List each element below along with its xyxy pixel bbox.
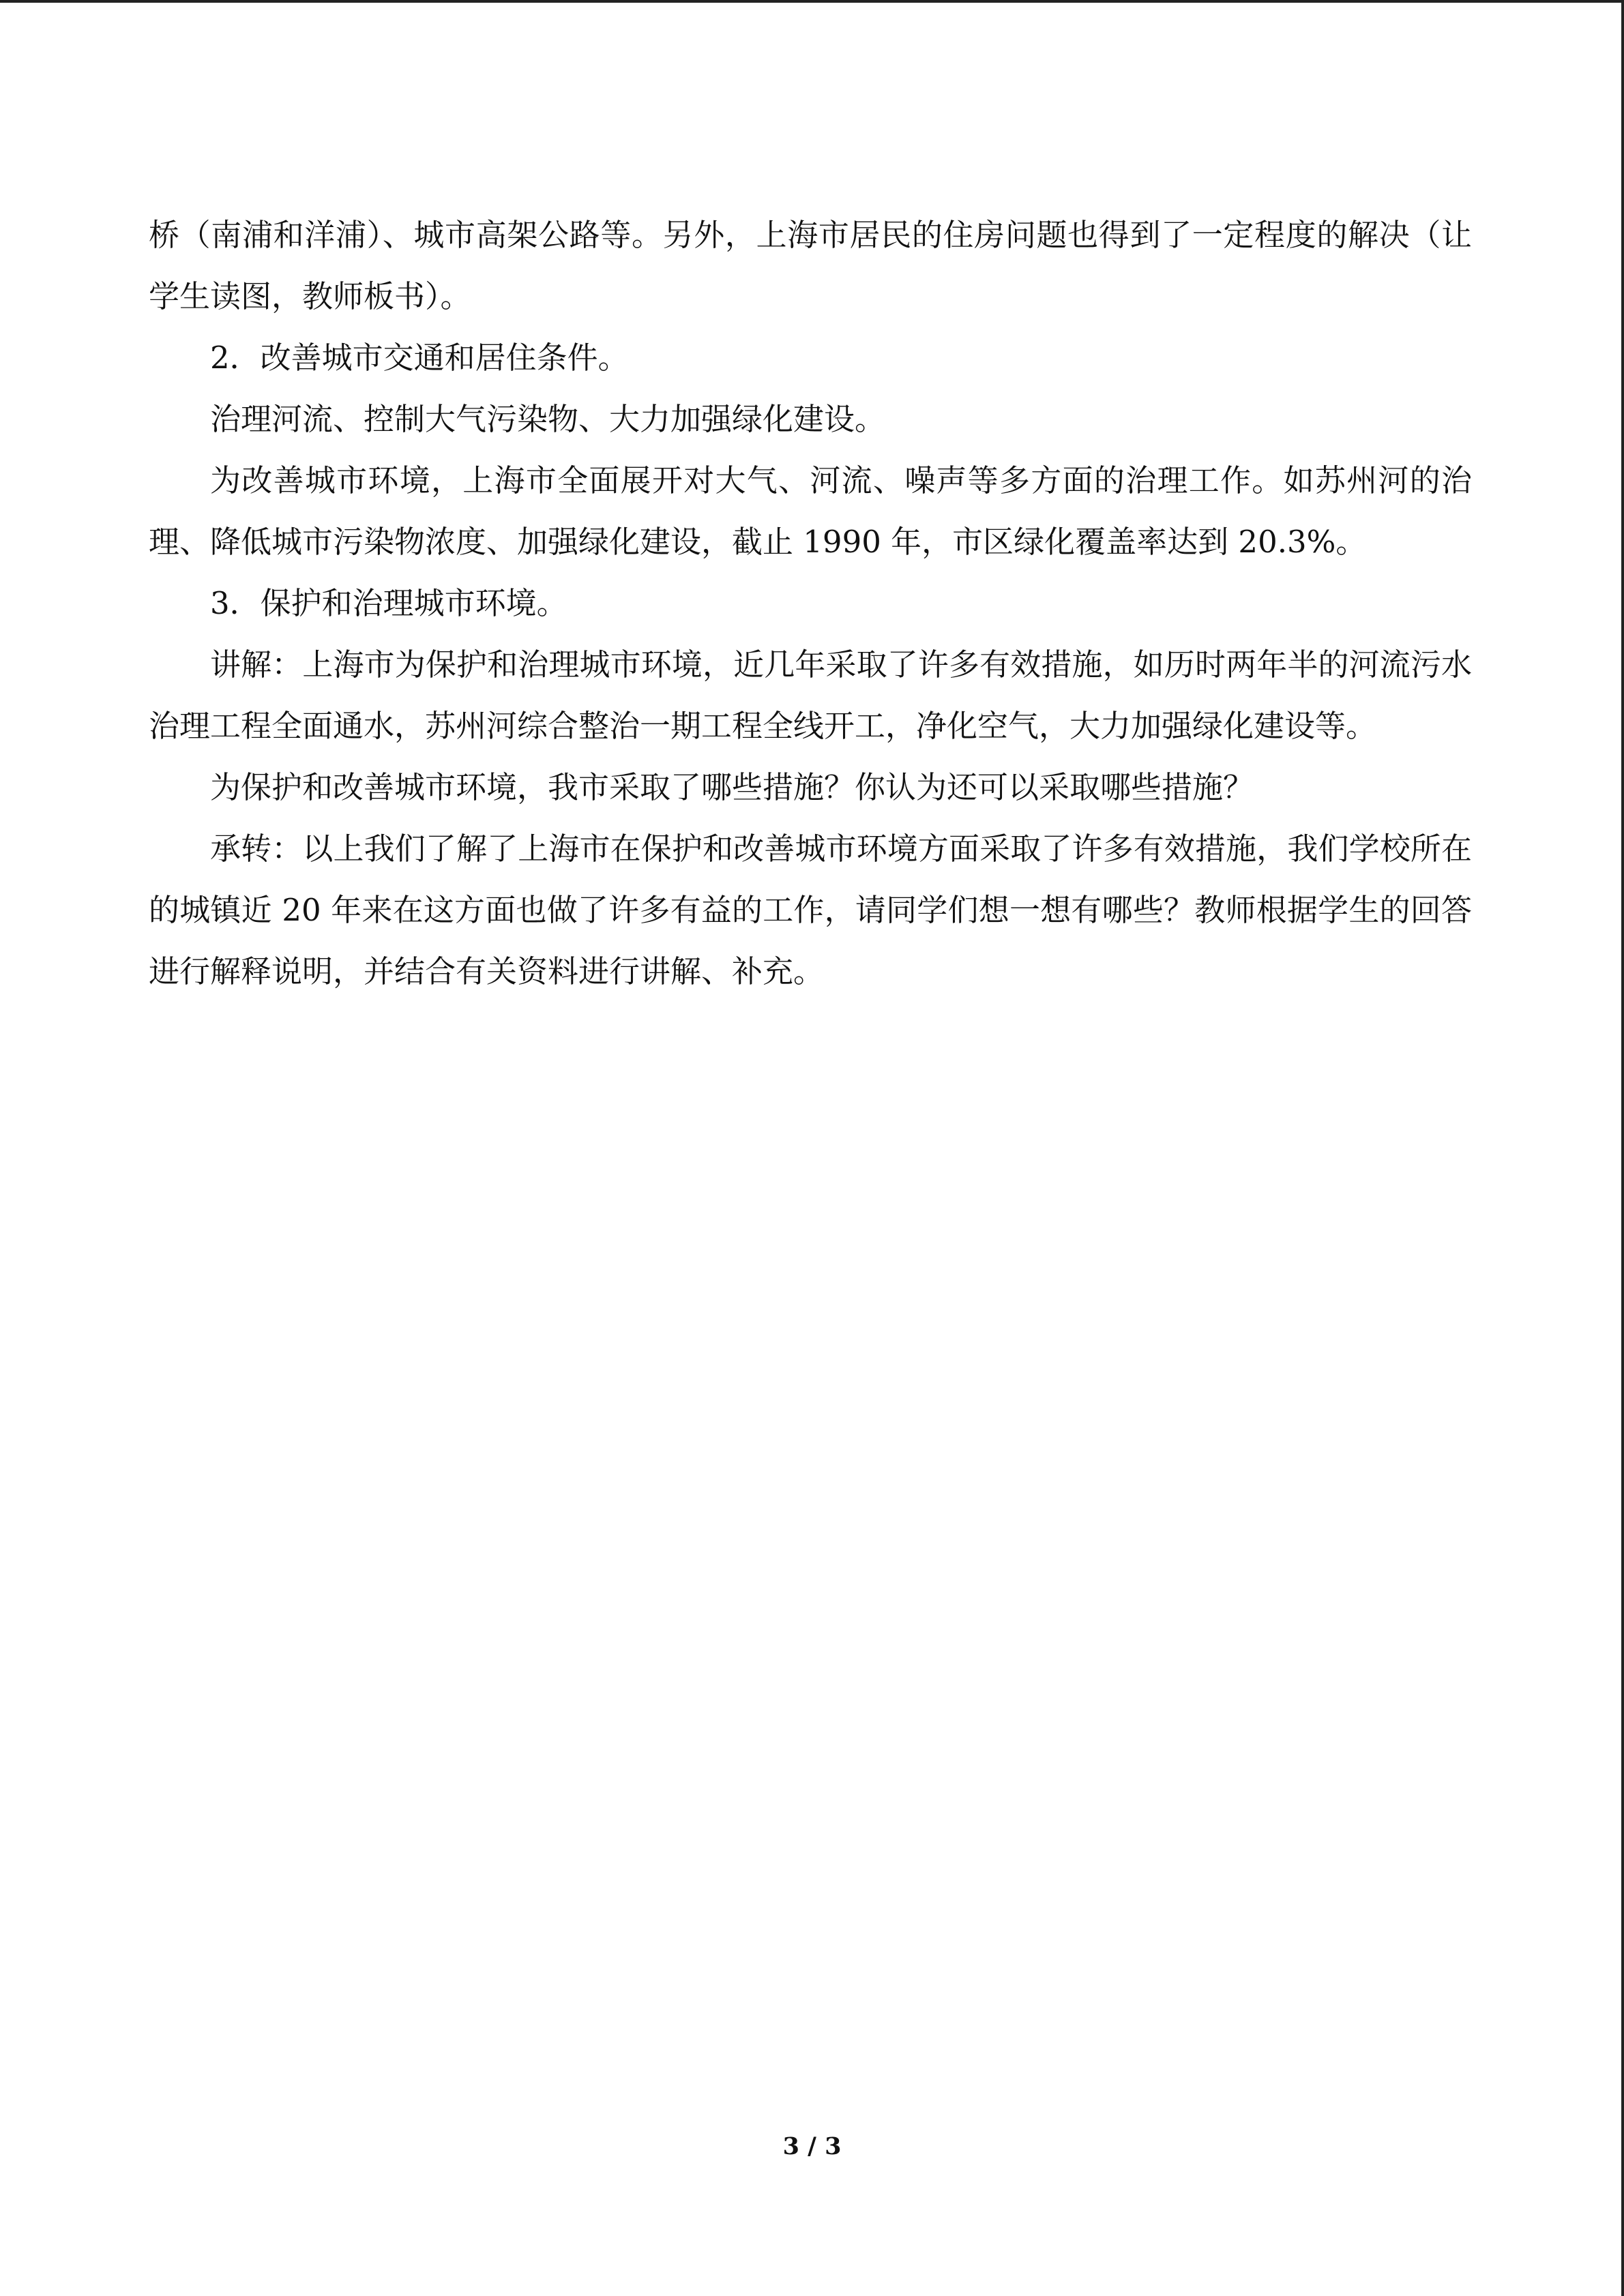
document-body: [149, 205, 1472, 1002]
paragraph-subtopic: 治理河流、控制大气污染物、大力加强绿化建设。: [210, 401, 886, 437]
paragraph-question: 为保护和改善城市环境，我市采取了哪些措施？你认为还可以采取哪些措施？: [210, 769, 1254, 805]
heading-item-2: 2．改善城市交通和居住条件。: [210, 340, 629, 376]
paragraph-environment: 为改善城市环境，上海市全面展开对大气、河流、噪声等多方面的治理工作。如苏州河的治理、降低城市污染物浓度、加强绿化建设，截止 1990 年，市区绿化覆盖率达到 20.3%。: [149, 462, 1472, 560]
heading-item-3: 3．保护和治理城市环境。: [210, 585, 567, 621]
paragraph-explanation: 讲解：上海市为保护和治理城市环境，近几年采取了许多有效措施，如历时两年半的河流污水治理工程全面通水，苏州河综合整治一期工程全线开工，净化空气，大力加强绿化建设等。: [149, 646, 1472, 744]
paragraph-continuation: 桥（南浦和洋浦）、城市高架公路等。另外，上海市居民的住房问题也得到了一定程度的解决（让学生读图，教师板书）。: [149, 217, 1472, 314]
paragraph-transition: 承转：以上我们了解了上海市在保护和改善城市环境方面采取了许多有效措施，我们学校所在的城镇近 20 年来在这方面也做了许多有益的工作，请同学们想一想有哪些？教师根据学生的回答进行解释说明，并结合有关资料进行讲解、补充。: [149, 831, 1472, 989]
page-number: 3 / 3: [782, 2132, 842, 2160]
